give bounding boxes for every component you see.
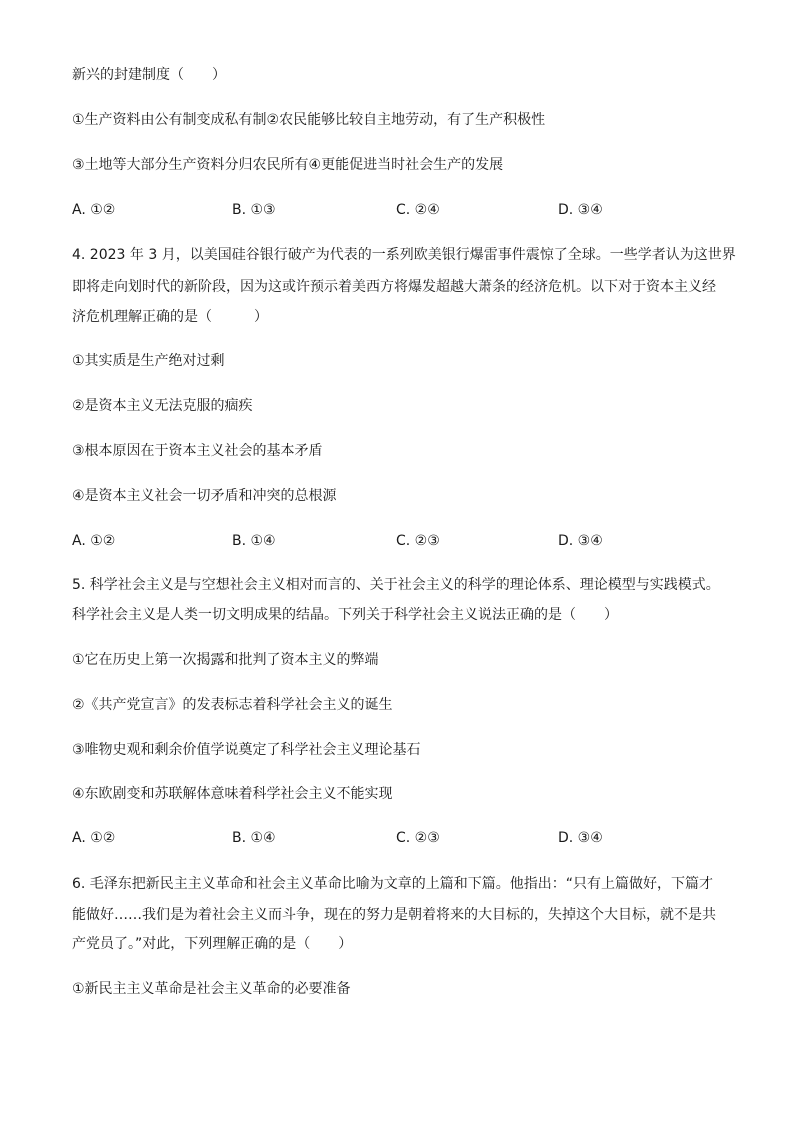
q5-statement-4: ④东欧剧变和苏联解体意味着科学社会主义不能实现: [72, 786, 393, 802]
q5-option-b: B. ①④: [232, 830, 276, 846]
q4-statement-3: ③根本原因在于资本主义社会的基本矛盾: [72, 443, 323, 459]
q3-options: [72, 200, 732, 220]
q4-stem-line-3: 济危机理解正确的是（ ）: [72, 309, 268, 325]
q6-statement-1: ①新民主主义革命是社会主义革命的必要准备: [72, 981, 351, 997]
q5-stem-line-2: 科学社会主义是人类一切文明成果的结晶。下列关于科学社会主义说法正确的是（ ）: [72, 607, 618, 623]
q5-option-d: D. ③④: [558, 830, 603, 846]
q5-options: [72, 828, 732, 848]
q5-statement-3: ③唯物史观和剩余价值学说奠定了科学社会主义理论基石: [72, 742, 421, 758]
q3-option-a: A. ①②: [72, 202, 116, 218]
q3-statement-2: ③土地等大部分生产资料分归农民所有④更能促进当时社会生产的发展: [72, 157, 504, 173]
q6-stem-line-2: 能做好……我们是为着社会主义而斗争，现在的努力是朝着将来的大目标的，失掉这个大目标，就不是共: [72, 907, 716, 923]
q4-statement-1: ①其实质是生产绝对过剩: [72, 353, 225, 369]
q4-option-b: B. ①④: [232, 533, 276, 549]
q4-statement-4: ④是资本主义社会一切矛盾和冲突的总根源: [72, 488, 337, 504]
q3-stem: 新兴的封建制度（ ）: [72, 67, 226, 83]
q5-option-a: A. ①②: [72, 830, 116, 846]
q4-statement-2: ②是资本主义无法克服的痼疾: [72, 398, 253, 414]
q4-stem-line-2: 即将走向划时代的新阶段，因为这或许预示着美西方将爆发超越大萧条的经济危机。以下对于资本主义经: [72, 279, 716, 295]
q4-option-d: D. ③④: [558, 533, 603, 549]
q4-options: [72, 531, 732, 551]
q4-option-c: C. ②③: [396, 533, 440, 549]
q3-option-c: C. ②④: [396, 202, 440, 218]
q5-statement-2: ②《共产党宣言》的发表标志着科学社会主义的诞生: [72, 697, 393, 713]
q3-option-d: D. ③④: [558, 202, 603, 218]
q6-stem-line-1: 6. 毛泽东把新民主主义革命和社会主义革命比喻为文章的上篇和下篇。他指出：“只有上篇做好，下篇才: [72, 876, 714, 892]
q5-option-c: C. ②③: [396, 830, 440, 846]
q3-statement-1: ①生产资料由公有制变成私有制②农民能够比较自主地劳动，有了生产积极性: [72, 112, 546, 128]
q5-statement-1: ①它在历史上第一次揭露和批判了资本主义的弊端: [72, 652, 379, 668]
q5-stem-line-1: 5. 科学社会主义是与空想社会主义相对而言的、关于社会主义的科学的理论体系、理论模型与实践模式。: [72, 577, 720, 593]
q3-option-b: B. ①③: [232, 202, 276, 218]
q6-stem-line-3: 产党员了。”对此，下列理解正确的是（ ）: [72, 936, 353, 952]
q4-stem-line-1: 4. 2023 年 3 月，以美国硅谷银行破产为代表的一系列欧美银行爆雷事件震惊了全球。一些学者认为这世界: [72, 247, 736, 263]
q4-option-a: A. ①②: [72, 533, 116, 549]
